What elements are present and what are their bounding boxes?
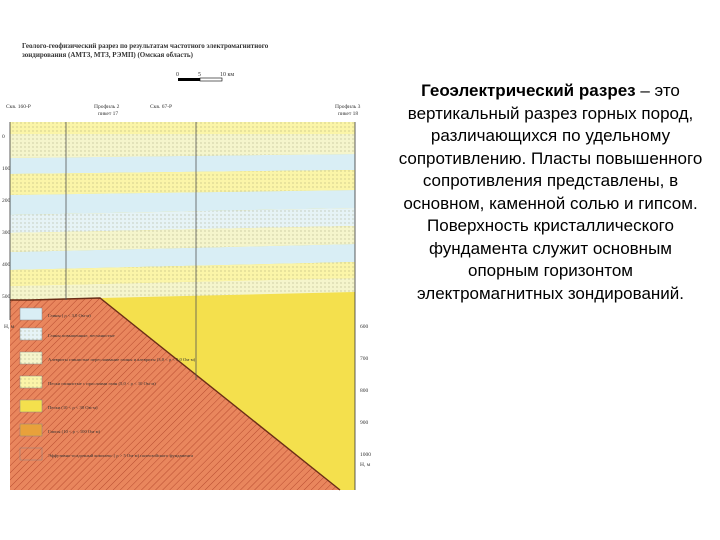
geoelectric-section-figure bbox=[0, 30, 395, 500]
header-profile2: Профиль 2 bbox=[94, 104, 120, 110]
legend-label-clay: Глины ( ρ < 3,0 Ом·м) bbox=[48, 313, 91, 318]
left-tick-0: 0 bbox=[2, 134, 5, 140]
left-tick-400: 400 bbox=[2, 262, 11, 268]
header-picket18: пикет 18 bbox=[338, 111, 359, 117]
right-tick-1000: 1000 bbox=[360, 452, 371, 458]
legend-label-sand-clay: Пески глинистые с прослоями глин (5,0 < ρ < 10 Ом·м) bbox=[48, 381, 156, 386]
section-layers bbox=[10, 122, 355, 490]
legend-label-sand: Пески (10 < ρ < 30 Ом·м) bbox=[48, 405, 98, 410]
left-tick-100: 100 bbox=[2, 166, 11, 172]
section-svg bbox=[0, 30, 395, 500]
scale-5: 5 bbox=[198, 72, 201, 78]
legend-swatch-gypsum bbox=[20, 424, 42, 436]
right-tick-700: 700 bbox=[360, 356, 369, 362]
slide-text bbox=[398, 80, 703, 305]
term: Геоэлектрический разрез bbox=[421, 81, 636, 100]
scale-10: 10 км bbox=[220, 72, 235, 78]
scale-0: 0 bbox=[176, 72, 179, 78]
right-axis-unit: Н, м bbox=[360, 462, 371, 468]
legend-label-clay-sandy: Глины повышенные, песчанистые bbox=[48, 333, 115, 338]
figure-title-line2: зондирования (АМТЗ, МТЗ, РЭМП) (Омская область) bbox=[22, 51, 193, 59]
header-picket17: пикет 17 bbox=[98, 111, 119, 117]
right-depth-axis bbox=[360, 324, 371, 468]
header-well-67: Скв. 67-Р bbox=[150, 104, 173, 110]
left-tick-300: 300 bbox=[2, 230, 11, 236]
legend-swatch-sand bbox=[20, 400, 42, 412]
header-well-160: Скв. 160-Р bbox=[6, 104, 31, 110]
left-axis-unit: Н, м bbox=[4, 324, 15, 330]
definition: – это вертикальный разрез горных пород, различающихся по удельному сопротивлению. Пласты повышенного сопротивления представлены, в основном, каменной солью и гипсом. Поверхность кристаллического фундамента служит основным опорным горизонтом электромагнитных зондирований. bbox=[398, 81, 703, 303]
figure-title-line1: Геолого-геофизический разрез по результатам частотного электромагнитного bbox=[22, 42, 269, 50]
legend-label-silt: Алевриты глинистые переслаивание глины и алевриты (3,0 < ρ < 5,0 Ом·м) bbox=[48, 357, 196, 362]
legend-label-basement: Эффузивно-осадочный комплекс ( ρ > 5 Ом·м) палеозойского фундамента bbox=[48, 453, 194, 458]
right-tick-800: 800 bbox=[360, 388, 369, 394]
right-tick-600: 600 bbox=[360, 324, 369, 330]
right-tick-900: 900 bbox=[360, 420, 369, 426]
legend-swatch-clay bbox=[20, 308, 42, 320]
header-profile3: Профиль 3 bbox=[335, 104, 361, 110]
left-tick-500: 500 bbox=[2, 294, 11, 300]
left-tick-200: 200 bbox=[2, 198, 11, 204]
scale-bar bbox=[176, 72, 234, 81]
legend-label-gypsum: Гипсы (10 < ρ < 100 Ом·м) bbox=[48, 429, 101, 434]
